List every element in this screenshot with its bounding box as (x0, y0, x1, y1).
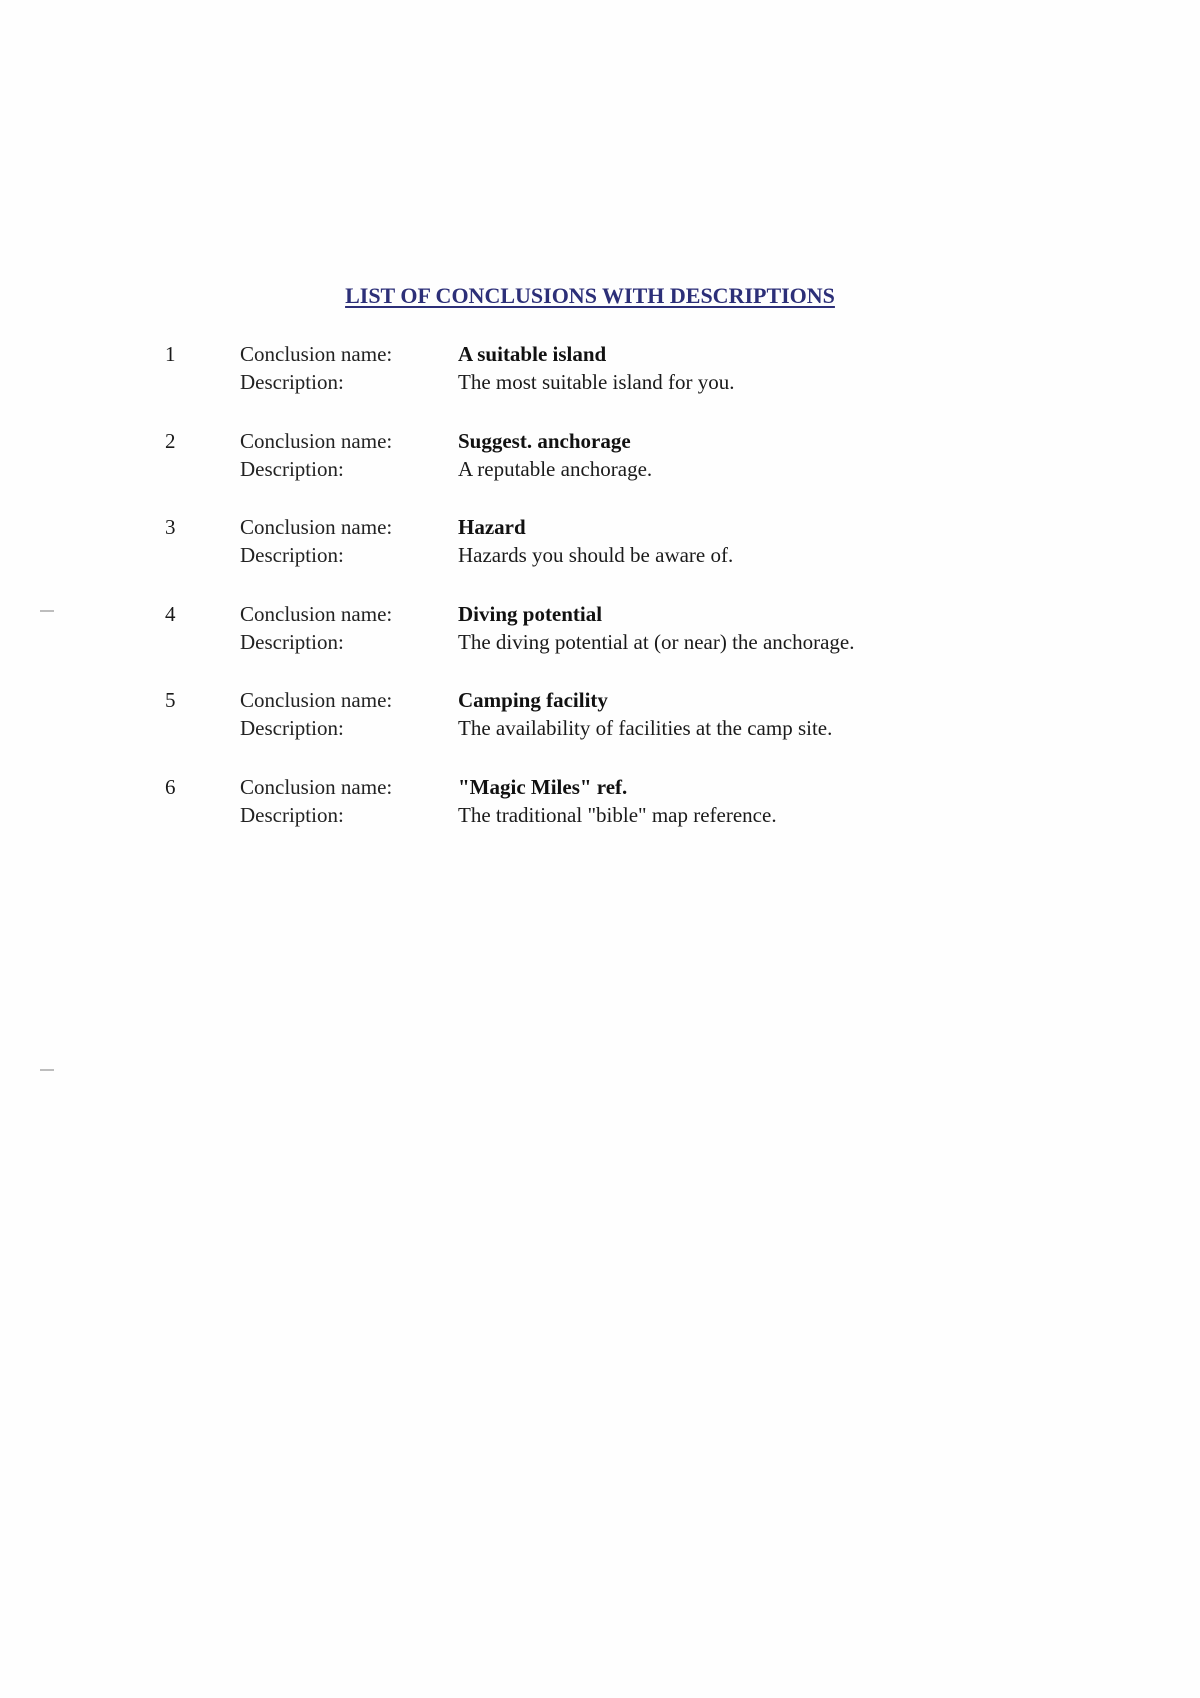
conclusion-name: Diving potential (458, 601, 603, 626)
conclusion-number: 6 (165, 774, 176, 799)
conclusion-name-label: Conclusion name: (240, 688, 393, 713)
conclusion-number: 5 (165, 688, 176, 713)
conclusion-name: Suggest. anchorage (458, 428, 631, 453)
conclusion-name-label: Conclusion name: (240, 774, 393, 799)
conclusion-description: Hazards you should be aware of. (458, 543, 734, 568)
description-label: Description: (240, 629, 344, 654)
conclusion-entry (0, 342, 1200, 429)
conclusion-number: 3 (165, 515, 176, 540)
conclusion-name: Camping facility (458, 688, 608, 713)
conclusion-entry (0, 688, 1200, 775)
conclusion-entry (0, 775, 1200, 862)
description-label: Description: (240, 543, 344, 568)
conclusion-number: 1 (165, 342, 176, 366)
conclusion-entry (0, 602, 1200, 689)
conclusion-name-label: Conclusion name: (240, 342, 393, 366)
conclusion-entry (0, 429, 1200, 516)
conclusion-number: 4 (165, 601, 176, 626)
conclusion-entry (0, 515, 1200, 602)
conclusion-description: A reputable anchorage. (458, 456, 653, 481)
conclusion-name-label: Conclusion name: (240, 601, 393, 626)
description-label: Description: (240, 370, 344, 394)
conclusion-name-label: Conclusion name: (240, 428, 393, 453)
conclusion-name-label: Conclusion name: (240, 515, 393, 540)
conclusion-description: The diving potential at (or near) the anchorage. (458, 629, 855, 654)
conclusion-name: "Magic Miles" ref. (458, 774, 628, 799)
conclusion-name: Hazard (458, 515, 526, 540)
margin-mark (40, 1069, 54, 1071)
conclusion-description: The availability of facilities at the camp site. (458, 716, 833, 741)
conclusion-description: The most suitable island for you. (458, 370, 735, 394)
description-label: Description: (240, 716, 344, 741)
document-title: LIST OF CONCLUSIONS WITH DESCRIPTIONS (345, 283, 835, 308)
conclusion-description: The traditional "bible" map reference. (458, 802, 777, 827)
conclusion-number: 2 (165, 428, 176, 453)
conclusion-name: A suitable island (458, 342, 607, 366)
description-label: Description: (240, 456, 344, 481)
conclusions-list (0, 342, 1200, 862)
description-label: Description: (240, 802, 344, 827)
